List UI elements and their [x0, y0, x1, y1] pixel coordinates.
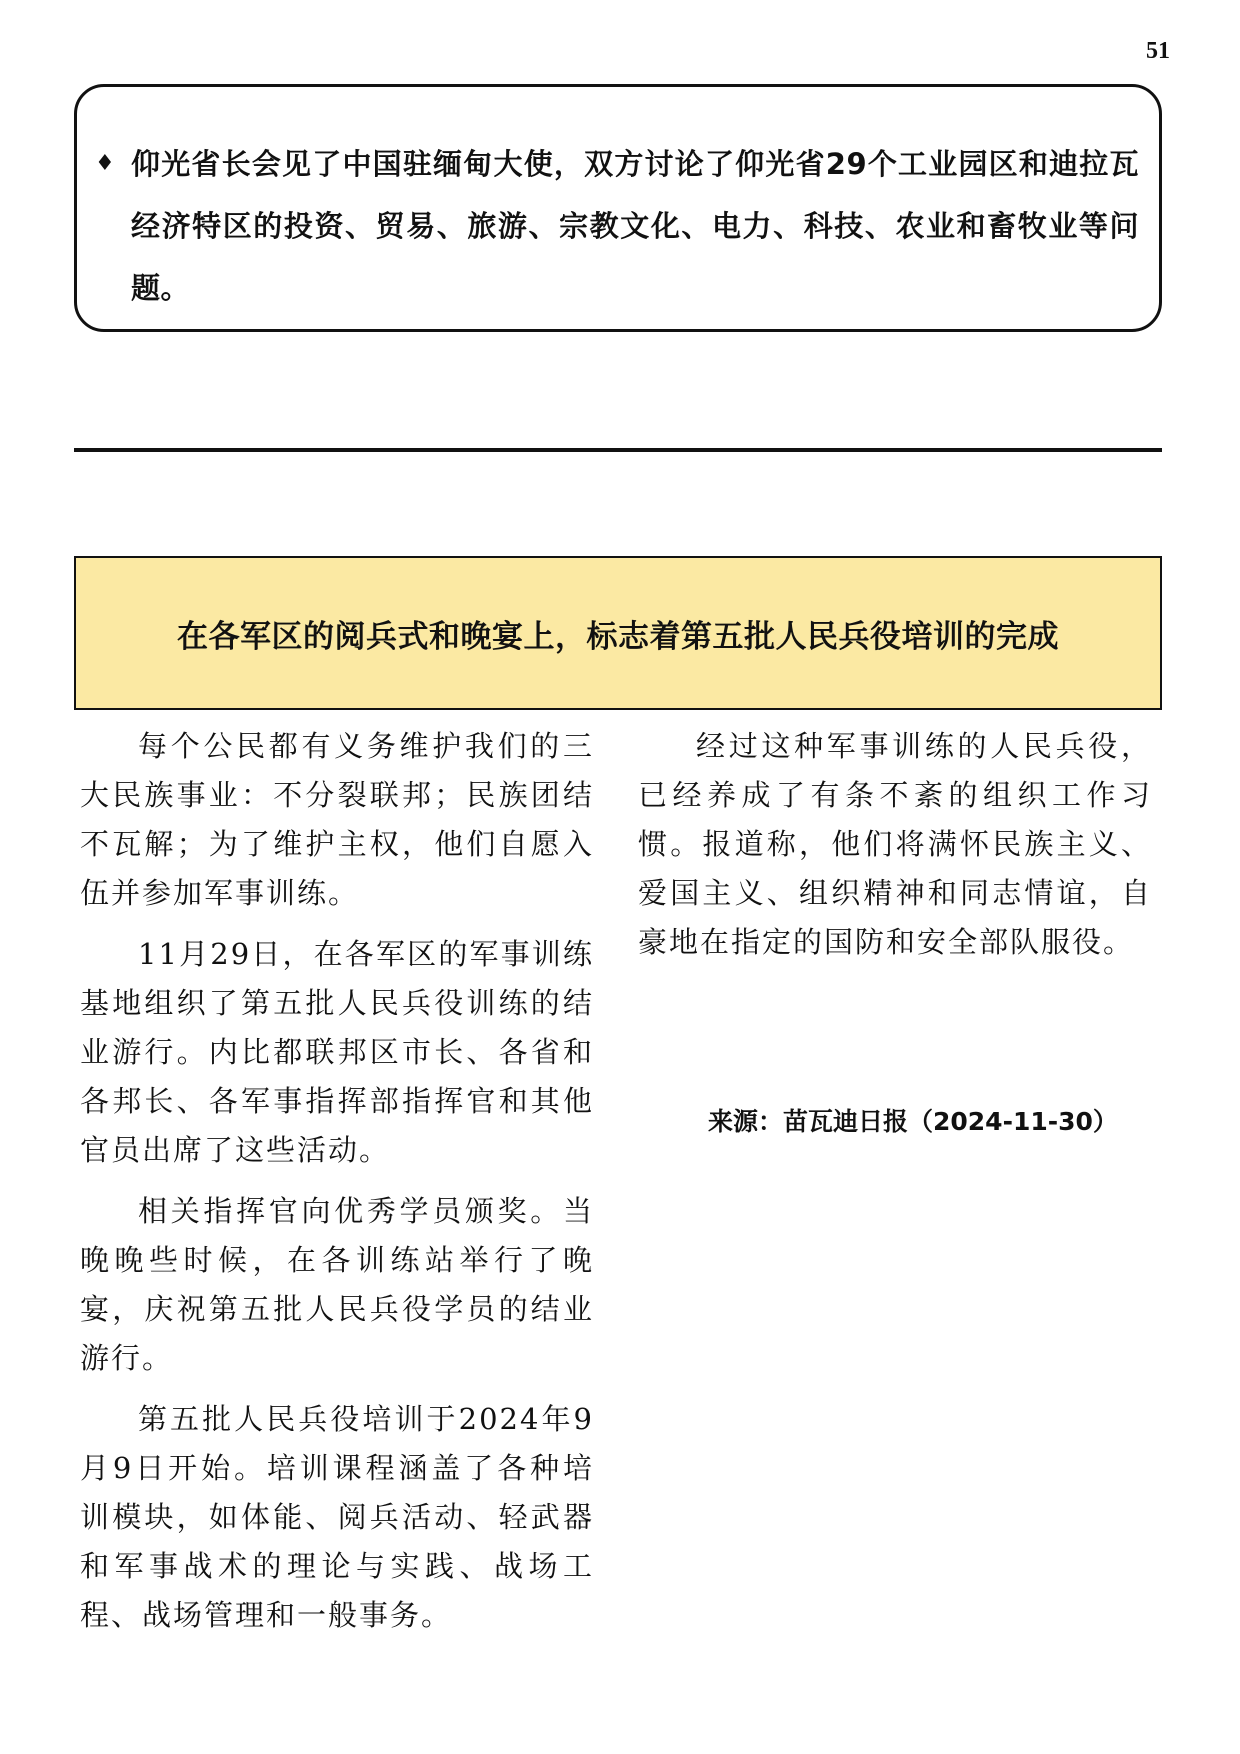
article-headline: 在各军区的阅兵式和晚宴上，标志着第五批人民兵役培训的完成 — [177, 618, 1059, 655]
article-paragraph: 第五批人民兵役培训于2024年9月9日开始。培训课程涵盖了各种培训模块，如体能、阅兵活动、轻武器和军事战术的理论与实践、战场工程、战场管理和一般事务。 — [80, 1402, 594, 1632]
diamond-bullet-icon: ♦ — [95, 151, 115, 176]
article-paragraph: 经过这种军事训练的人民兵役，已经养成了有条不紊的组织工作习惯。报道称，他们将满怀民族主义、爱国主义、组织精神和同志情谊，自豪地在指定的国防和安全部队服役。 — [638, 729, 1152, 959]
article-right-column — [638, 722, 1152, 979]
section-divider — [74, 448, 1162, 452]
article-paragraph: 相关指挥官向优秀学员颁奖。当晚晚些时候，在各训练站举行了晚宴，庆祝第五批人民兵役学员的结业游行。 — [80, 1194, 594, 1375]
summary-box — [74, 84, 1162, 332]
article-headline-box — [74, 556, 1162, 710]
summary-text: 仰光省长会见了中国驻缅甸大使，双方讨论了仰光省29个工业园区和迪拉瓦经济特区的投资、贸易、旅游、宗教文化、电力、科技、农业和畜牧业等问题。 — [131, 147, 1139, 305]
summary-bullet-item — [95, 133, 1139, 319]
article-paragraph: 11月29日，在各军区的军事训练基地组织了第五批人民兵役训练的结业游行。内比都联邦区市长、各省和各邦长、各军事指挥部指挥官和其他官员出席了这些活动。 — [80, 937, 594, 1167]
article-left-column — [80, 722, 594, 1652]
article-source: 来源：苗瓦迪日报（2024-11-30） — [708, 1107, 1118, 1136]
article-paragraph: 每个公民都有义务维护我们的三大民族事业：不分裂联邦；民族团结不瓦解；为了维护主权，他们自愿入伍并参加军事训练。 — [80, 729, 594, 910]
page-number: 51 — [1146, 38, 1170, 64]
